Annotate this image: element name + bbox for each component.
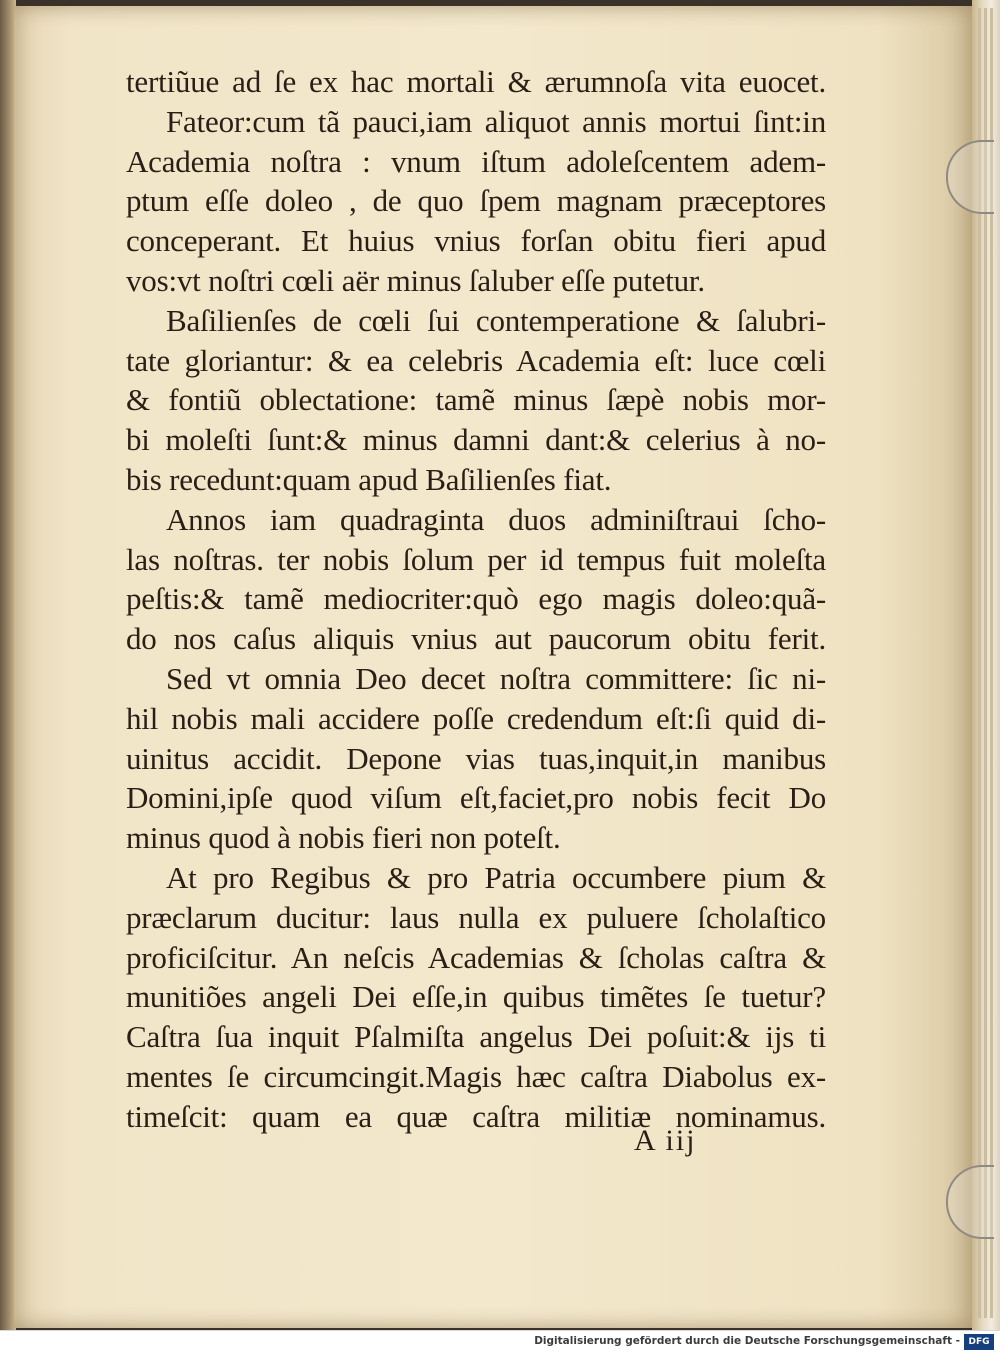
text-line: Academia noſtra : vnum iſtum adoleſcentem adem-	[126, 143, 826, 179]
text-line: uinitus accidit. Depone vias tuas,inquit,in manibus	[126, 740, 826, 776]
text-line: las noſtras. ter nobis ſolum per id tempus fuit moleſta	[126, 541, 826, 577]
text-line: ptum eſſe doleo , de quo ſpem magnam præceptores	[126, 183, 826, 219]
text-line: munitiões angeli Dei eſſe,in quibus timẽtes ſe tuetur?	[126, 979, 826, 1015]
text-line: bi moleſti ſunt:& minus damni dant:& celerius à no-	[126, 422, 826, 458]
text-line: & fontiũ oblectatione: tamẽ minus ſæpè nobis mor-	[126, 382, 826, 418]
signature-mark: A iij	[634, 1124, 697, 1157]
text-line: hil nobis mali accidere poſſe credendum eſt:ſi quid di-	[126, 700, 826, 736]
text-line: Fateor:cum tã pauci,iam aliquot annis mortui ſint:in	[166, 103, 826, 139]
footer-credit: Digitalisierung gefördert durch die Deutsche Forschungsgemeinschaft -	[534, 1335, 960, 1347]
text-line: minus quod à nobis fieri non poteſt.	[126, 820, 561, 856]
text-line: tertiũue ad ſe ex hac mortali & ærumnoſa vita euocet.	[126, 64, 826, 99]
text-line: At pro Regibus & pro Patria occumbere pium &	[166, 859, 826, 895]
text-line: tate gloriantur: & ea celebris Academia eſt: luce cœli	[126, 342, 826, 378]
text-line: do nos caſus aliquis vnius aut paucorum obitu ferit.	[126, 621, 826, 657]
text-line: timeſcit: quam ea quæ caſtra militiæ nominamus.	[126, 1098, 826, 1134]
text-line: præclarum ducitur: laus nulla ex puluere ſcholaſtico	[126, 899, 826, 935]
text-line: Domini,ipſe quod viſum eſt,faciet,pro nobis fecit Do	[126, 780, 826, 816]
book-page	[14, 6, 974, 1328]
text-line: mentes ſe circumcingit.Magis hæc caſtra Diabolus ex-	[126, 1058, 826, 1094]
text-line: Baſilienſes de cœli ſui contemperatione & ſalubri-	[166, 302, 826, 338]
text-line: peſtis:& tamẽ mediocriter:quò ego magis doleo:quã-	[126, 581, 826, 617]
text-line: vos:vt noſtri cœli aër minus ſaluber eſſe putetur.	[126, 262, 705, 298]
body-text	[126, 62, 826, 1137]
footer-bar	[0, 1330, 1000, 1354]
text-line: conceperant. Et huius vnius forſan obitu fieri apud	[126, 223, 826, 259]
text-line: Sed vt omnia Deo decet noſtra committere: ſic ni-	[166, 660, 826, 696]
text-line: proficiſcitur. An neſcis Academias & ſcholas caſtra &	[126, 939, 826, 975]
dfg-logo: DFG	[964, 1334, 994, 1350]
text-line: bis recedunt:quam apud Baſilienſes fiat.	[126, 461, 612, 497]
text-line: Caſtra ſua inquit Pſalmiſta angelus Dei poſuit:& ijs ti	[126, 1019, 826, 1055]
text-line: Annos iam quadraginta duos adminiſtraui ſcho-	[166, 501, 826, 537]
